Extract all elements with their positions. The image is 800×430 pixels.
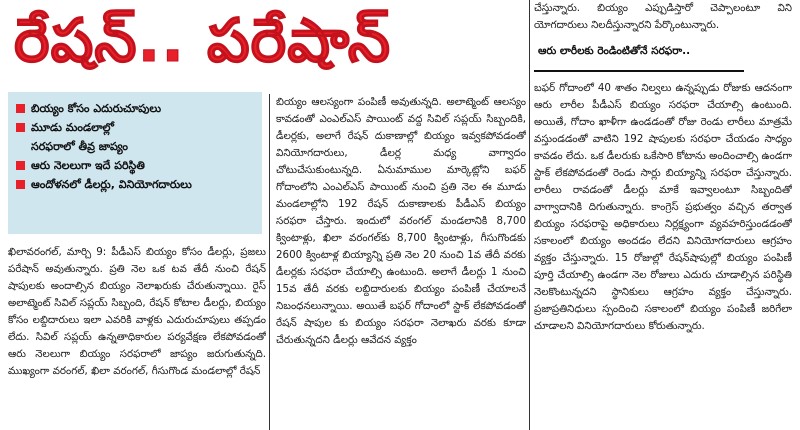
body-paragraph: చేస్తున్నారు. బియ్యం ఎప్పుడిస్తారో చెప్పాలంటూ విని యోగదారులు నిలదీస్తున్నారని పేర్కొంటున్నారు. bbox=[534, 2, 792, 31]
highlight-text: ఆరు నెలలుగా ఇదే పరిస్థితి bbox=[31, 159, 145, 172]
article-column-2 bbox=[276, 94, 526, 430]
bullet-square-icon bbox=[16, 104, 25, 113]
highlights-box bbox=[8, 92, 262, 234]
body-paragraph: ఖిలావరంగల్, మార్చి 9: పీడీఎస్ బియ్యం కోసం డీలర్లు, ప్రజలు పరేషాన్ అవుతున్నారు. ప్రతి నెల ఒక టవ తేదీ నుంచి రేషన్ షాపులకు అందాల్సిన బియ్యం నెలాఖరుకు చేరుతున్నాయి. రైస్ అలాట్మెంట్ సివిల్ సప్లయ్ సిబ్బంది, రేషన్ కోటాల డీలర్లు, బియ్యం కోసం లబ్దిదారులు ఇలా ఎవరికి వాళ్లకు ఎదురుచూపులు తప్పడం లేదు. సివిల్ సప్లయ్ ఉన్నతాధికారుల పర్యవేక్షణ లేకపోవడంతో ఆరు నెలలుగా బియ్యం సరఫరాలో జాప్యం జరుగుతున్నది. ముఖ్యంగా వరంగల్, ఖిలా వరంగల్, గీసుగొండ మండలాల్లో రేషన్ bbox=[8, 246, 266, 377]
headline: రేషన్.. పరేషాన్ bbox=[14, 6, 392, 76]
subheading: ఆరు లారీలకు రెండింటితోనే సరఫరా.. bbox=[538, 45, 691, 57]
highlight-item bbox=[16, 176, 262, 193]
body-paragraph: బియ్యం ఆలస్యంగా పంపిణీ అవుతున్నది. అలాట్మెంట్ ఆలస్యం కావడంతో ఎంఎల్ఎస్ పాయింట్ వద్ద సివిల్ సప్లయ్ సిబ్బందికి, డీలర్లకు, అలాగే రేషన్ దుకాణాల్లో బియ్యం ఇవ్వకపోవడంతో వినియోగదారులు, డీలర్ల మధ్య వాగ్వాదం చోటుచేసుకుంటున్నది. ఏనుమాముల మార్కెట్లోని బఫర్ గోదాంలోని ఎంఎల్ఎస్ పాయింట్ నుంచి ప్రతి నెల ఈ మూడు మండలాల్లోని 192 రేషన్ దుకాణాలకు పీడీఎస్ బియ్యం సరఫరా చేస్తారు. ఇందులో వరంగల్ మండలానికి 8,700 క్వింటాళ్లు, ఖిలా వరంగల్‌కు 8,700 క్వింటాళ్లు, గీసుగొండకు 2600 క్వింటాళ్ల బియ్యాన్ని ప్రతి నెల 20 నుంచి 1వ తేదీ వరకు డీలర్లకు సరఫరా చేయాల్సి ఉంటుంది. అలాగే డీలర్లు 1 నుంచి 15వ తేదీ వరకు లబ్దిదారులకు బియ్యం పంపిణీ చేయాలనే నిబంధనలున్నాయి. అయితే బఫర్ గోదాంలో స్టాక్ లేకపోవడంతో రేషన్ షాపుల కు బియ్యం సరఫరా నెలాఖరు వరకు కూడా చేరుతున్నదని డీలర్లు ఆవేదన వ్యక్తం bbox=[276, 96, 526, 346]
highlight-text: ఆందోళనలో డీలర్లు, వినియోగదారులు bbox=[31, 178, 192, 191]
highlight-item bbox=[16, 100, 262, 117]
bullet-square-icon bbox=[16, 161, 25, 170]
highlight-text: బియ్యం కోసం ఎదురుచూపులు bbox=[31, 102, 162, 115]
highlight-text: మూడు మండలాల్లో bbox=[31, 121, 114, 134]
bullet-square-icon bbox=[16, 180, 25, 189]
highlight-item bbox=[16, 119, 262, 136]
highlight-continuation: సరఫరాలో తీవ్ర జాప్యం bbox=[31, 140, 129, 153]
body-paragraph: బఫర్ గోదాంలో 40 శాతం నిల్వలు ఉన్నప్పుడు రోజుకు ఆదనంగా ఆరు లారీల పీడీఎస్ బియ్యం సరఫరా చేయాల్సి ఉంటుంది. అయితే, గోదాం ఖాళీగా ఉండడంతో రోజు రెండు లారీలు మాత్రమే వస్తుండడంతో వాటిని 192 షాపులకు సరఫరా చేయడం సాధ్యం కావడం లేదు. ఒక డీలరుకు ఒకేసారి కోటాను అందించాల్సి ఉండగా స్టాక్ లేకపోవడంతో రెండు సార్లు బియ్యాన్ని సరఫరా చేస్తున్నారు. లారీలు రావడంతో డీలర్లు మాకే ఇవ్వాలంటూ సిబ్బందితో వాగ్వాదానికి దిగుతున్నారు. కాంగ్రెస్ ప్రభుత్వం వచ్చిన తర్వాత బియ్యం సరఫరాపై అధికారులు నిర్లక్ష్యంగా వ్యవహరిస్తుండడంతో సకాలంలో బియ్యం అందడం లేదని వినియోగదారులు ఆగ్రహం వ్యక్తం చేస్తున్నారు. 15 రోజుల్లో రేషన్‌షాపుల్లో బియ్యం పంపిణీ పూర్తి చేయాల్సి ఉండగా నెల రోజులు ఎదురు చూడాల్సిన పరిస్థితి నెలకొంటున్నదని స్థానికులు ఆగ్రహం వ్యక్తం చేస్తున్నారు. ప్రజాప్రతినిధులు స్పందించి సకాలంలో బియ్యం పంపిణీ జరిగేలా చూడాలని వినియోగదారులు కోరుతున్నారు. bbox=[534, 82, 792, 332]
column-divider bbox=[529, 0, 530, 430]
article-column-1 bbox=[8, 244, 266, 430]
subheading-underline bbox=[534, 70, 744, 72]
bullet-square-icon bbox=[16, 123, 25, 132]
highlight-item bbox=[16, 157, 262, 174]
column-divider bbox=[269, 94, 270, 430]
article-column-3 bbox=[534, 0, 792, 430]
